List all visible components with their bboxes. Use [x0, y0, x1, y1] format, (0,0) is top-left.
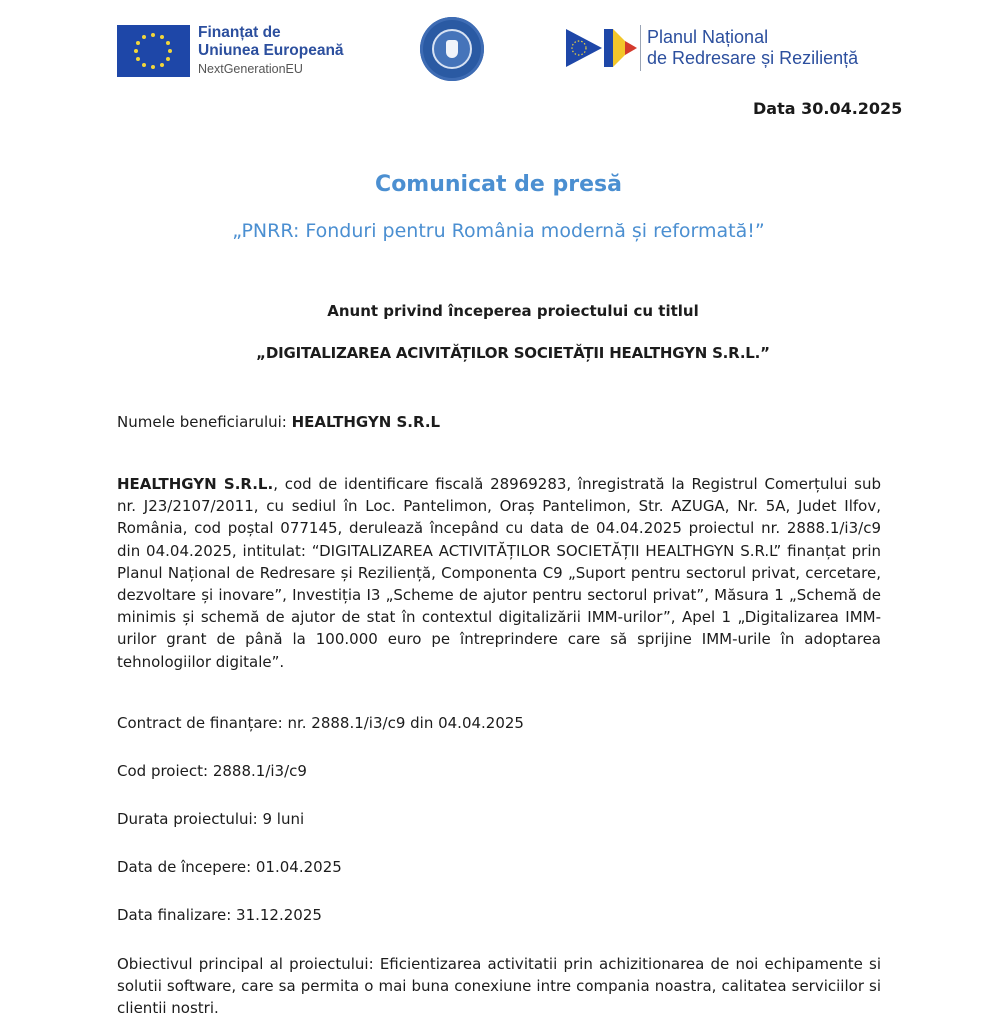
- eu-flag-icon: [117, 25, 190, 77]
- project-objective: [117, 953, 881, 1020]
- pnrr-logo-line1: Planul Național: [647, 27, 769, 47]
- coat-of-arms-icon: [446, 40, 458, 58]
- field-label: Cod proiect:: [117, 762, 213, 780]
- pnrr-logo: [566, 25, 858, 71]
- field-value: 9 luni: [262, 810, 305, 828]
- field-project-code: [117, 762, 307, 780]
- objective-label: Obiectivul principal al proiectului:: [117, 955, 380, 973]
- field-value: 01.04.2025: [255, 858, 342, 876]
- document-date: Data 30.04.2025: [753, 99, 903, 118]
- field-value: 31.12.2025: [236, 906, 322, 924]
- field-label: Data de începere:: [117, 858, 256, 876]
- pnrr-logo-line2: de Redresare și Reziliență: [647, 48, 859, 68]
- description-text: , cod de identificare fiscală 28969283, înregistrată la Registrul Comerțului sub nr. J23/2107/2011, cu sediul în Loc. Pantelimon, Oraș Pantelimon, Str. AZUGA, Nr. 5A, Judet Ilfov, România, cod poștal 077145, derulează începând cu data de 04.04.2025 proiectul nr. 2888.1/i3/c9 din 04.04.2025, intitulat: “DIGITALIZAREA ACTIVITĂȚILOR SOCIETĂȚII HEALTHGYN S.R.L” finanțat prin Planul Național de Redresare și Reziliență, Componenta C9 „Suport pentru sectorul privat, cercetare, dezvoltare și inovare”, Investiția I3 „Scheme de ajutor pentru sectorul privat”, Măsura 1 „Schemă de minimis și schemă de ajutor de stat în contextul digitalizării IMM-urilor”, Apel 1 „Digitalizarea IMM-urilor grant de până la 100.000 euro pe întreprindere care să sprijine IMM-urile în adoptarea tehnologiilor digitale”.: [117, 475, 881, 671]
- field-label: Contract de finanțare:: [117, 714, 288, 732]
- field-duration: [117, 810, 304, 828]
- field-start-date: [117, 858, 342, 876]
- logo-header: [0, 0, 997, 100]
- government-seal-icon: [420, 17, 484, 81]
- page-title: Comunicat de presă: [375, 172, 622, 197]
- project-description: [117, 473, 881, 673]
- pnrr-arrows-icon: [566, 25, 638, 71]
- project-title: „DIGITALIZAREA ACIVITĂȚILOR SOCIETĂȚII HEALTHGYN S.R.L.”: [256, 344, 770, 362]
- objective-text: Eficientizarea activitatii prin achizitionarea de noi echipamente si solutii software, care sa permita o mai buna conexiune intre compania noastra, calitatea serviciilor si clientii nostri.: [117, 955, 882, 1018]
- field-contract: [117, 714, 524, 732]
- field-label: Data finalizare:: [117, 906, 237, 924]
- eu-logo-line2: Uniunea Europeană: [198, 42, 344, 59]
- announcement-intro: Anunt privind începerea proiectului cu titlul: [327, 302, 699, 320]
- beneficiary-value: HEALTHGYN S.R.L: [291, 413, 441, 431]
- page-subtitle: „PNRR: Fonduri pentru România modernă și reformată!”: [232, 220, 765, 242]
- eu-funding-logo: [117, 24, 344, 78]
- beneficiary-label: Numele beneficiarului:: [117, 413, 292, 431]
- eu-logo-line1: Finanțat de: [198, 24, 281, 41]
- pnrr-divider: [640, 25, 641, 71]
- company-name: HEALTHGYN S.R.L.: [117, 475, 274, 493]
- field-value: nr. 2888.1/i3/c9 din 04.04.2025: [287, 714, 524, 732]
- beneficiary-line: [117, 413, 440, 431]
- eu-logo-line3: NextGenerationEU: [198, 62, 303, 76]
- field-label: Durata proiectului:: [117, 810, 263, 828]
- field-value: 2888.1/i3/c9: [212, 762, 307, 780]
- field-end-date: [117, 906, 322, 924]
